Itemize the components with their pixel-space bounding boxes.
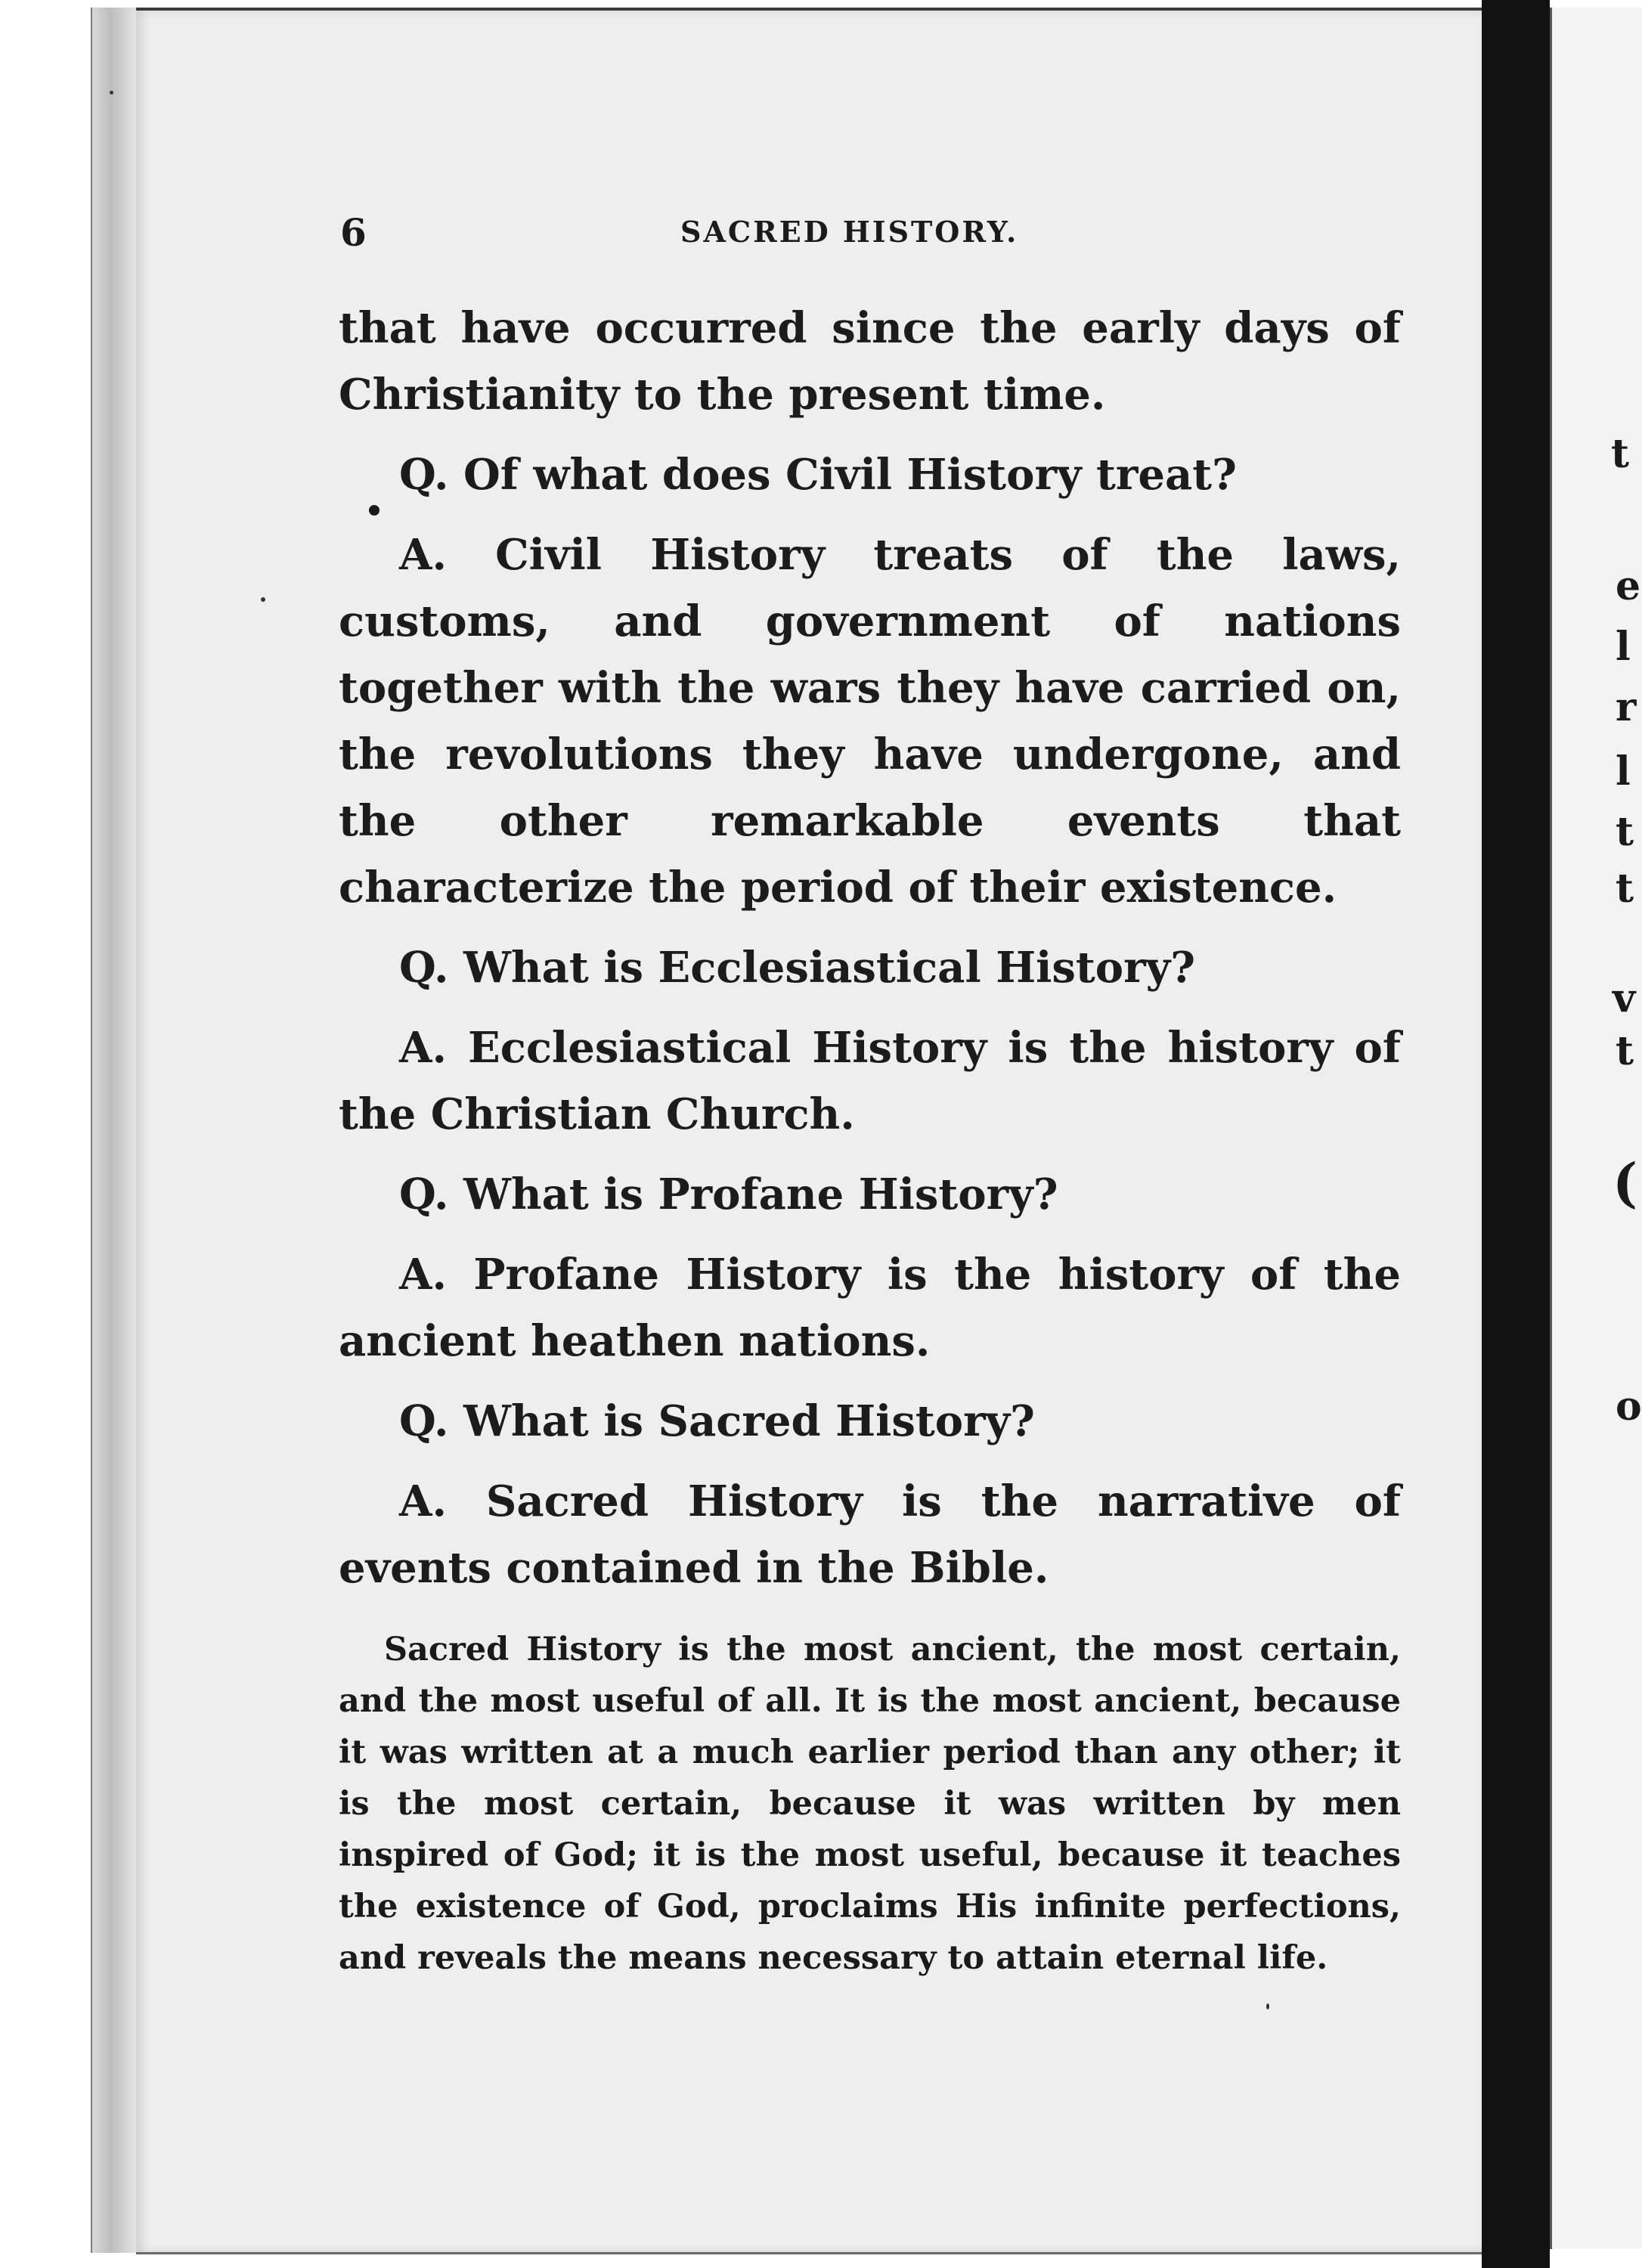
answer-civil-history: A. Civil History treats of the laws, customs, and government of nations together with the wars they have carried on, the revolutions they have undergone, and the other remarkable events that characterize the period of their existence.	[339, 530, 1401, 912]
running-head	[340, 210, 1399, 256]
running-title: SACRED HISTORY.	[680, 215, 1019, 249]
facing-page-glyph: t	[1616, 1028, 1634, 1074]
answer-sacred-history: A. Sacred History is the narrative of events contained in the Bible.	[339, 1476, 1401, 1593]
continuation-paragraph: that have occurred since the early days of Christianity to the present time.	[339, 303, 1401, 420]
scan-speck	[110, 91, 113, 94]
question-profane-history: Q. What is Profane History?	[399, 1170, 1058, 1219]
footnote-paragraph: Sacred History is the most ancient, the most certain, and the most useful of all. It is the most ancient, because it was written at a much earlier period than any other; it is the most certain, because it was written by men inspired of God; it is the most useful, because it teaches the existence of God, proclaims His infinite perfections, and reveals the means necessary to attain eternal life.	[339, 1631, 1401, 1977]
facing-page-glyph: o	[1616, 1383, 1642, 1430]
facing-page-glyph: (	[1613, 1151, 1638, 1214]
page-body	[339, 295, 1401, 1984]
question-civil-history: Q. Of what does Civil History treat?	[399, 450, 1237, 500]
question-sacred-history: Q. What is Sacred History?	[399, 1396, 1035, 1446]
scan-speck	[1266, 2003, 1269, 2009]
scan-speck	[261, 597, 265, 602]
book-gutter	[1482, 0, 1550, 2268]
answer-ecclesiastical-history: A. Ecclesiastical History is the history of the Christian Church.	[339, 1023, 1401, 1139]
answer-profane-history: A. Profane History is the history of the ancient heathen nations.	[339, 1250, 1401, 1366]
facing-page-glyph: t	[1616, 809, 1634, 855]
question-ecclesiastical-history: Q. What is Ecclesiastical History?	[399, 943, 1196, 993]
facing-page-glyph: v	[1613, 975, 1636, 1021]
left-binding-edge	[91, 8, 138, 2253]
facing-page-glyph: t	[1611, 431, 1630, 477]
facing-page-glyph: t	[1616, 866, 1634, 912]
facing-page-glyph: l	[1616, 748, 1631, 795]
facing-page-edge	[1550, 8, 1642, 2249]
facing-page-glyph: r	[1616, 684, 1637, 730]
facing-page-glyph: e	[1616, 563, 1641, 609]
facing-page-glyph: l	[1616, 624, 1631, 670]
page-number: 6	[340, 210, 367, 255]
